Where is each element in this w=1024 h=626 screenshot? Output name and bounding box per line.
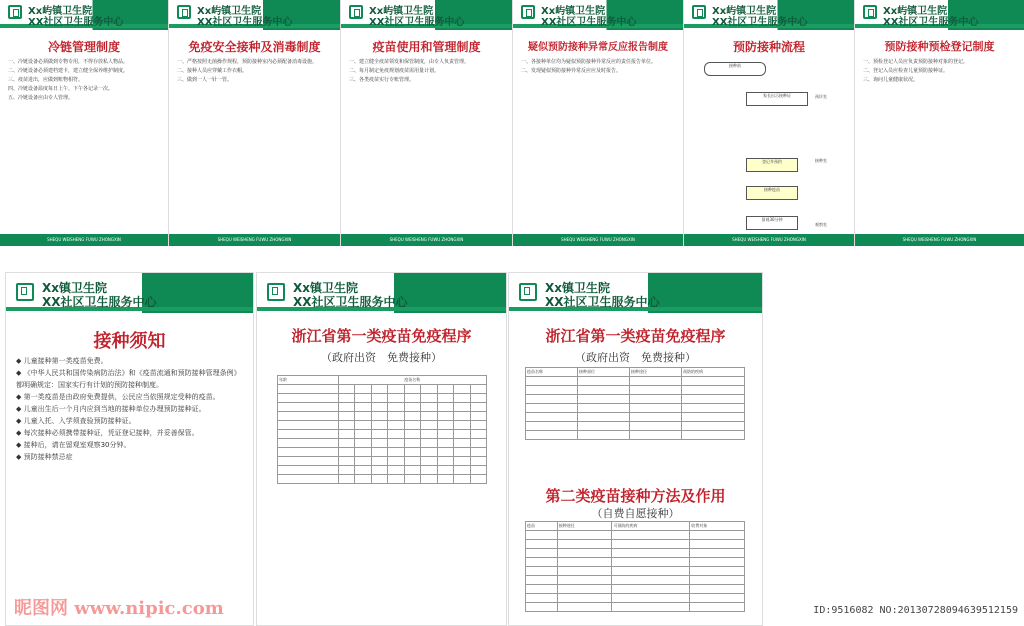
flow-step: 接种前: [704, 62, 766, 76]
board-subtitle: （政府出资 免费接种）: [321, 351, 442, 364]
board-subtitle: （政府出资 免费接种）: [575, 351, 696, 364]
clinic-logo-icon: [349, 5, 363, 19]
flow-step: 接种疫苗: [746, 186, 798, 200]
clinic-logo-icon: [521, 5, 535, 19]
image-id-label: ID:9516082 NO:20130728094639512159: [813, 605, 1018, 616]
section-title: 第二类疫苗接种方法及作用: [545, 487, 726, 505]
table-header: 疫苗名称: [338, 376, 487, 385]
board-cold-chain: [0, 0, 169, 246]
board-header: Xx屿镇卫生院 XX社区卫生服务中心: [0, 0, 168, 30]
board-vaccine-management: [341, 0, 513, 246]
board-footer: SHEQU WEISHENG FUWU ZHONGXIN: [513, 234, 683, 246]
board-precheck-registration: [855, 0, 1024, 246]
second-class-table: 疫苗 接种途径 可预防的疾病 收费对象: [525, 521, 745, 612]
board-body: 一、预检登记人员应负责预防接种对象的登记。 二、登记入员应检查儿童预防接种证。 三、询问儿童健康状况。: [863, 59, 969, 83]
board-footer: SHEQU WEISHENG FUWU ZHONGXIN: [341, 234, 512, 246]
board-footer: SHEQU WEISHENG FUWU ZHONGXIN: [684, 234, 854, 246]
board-title: 预防接种预检登记制度: [884, 40, 995, 53]
board-header: Xx镇卫生院 XX社区卫生服务中心: [257, 273, 506, 313]
board-title: 浙江省第一类疫苗免疫程序: [291, 327, 472, 345]
board-title: 浙江省第一类疫苗免疫程序: [545, 327, 726, 345]
board-vaccination-flow: [684, 0, 855, 246]
board-header: Xx镇卫生院 XX社区卫生服务中心: [509, 273, 762, 313]
flow-side-label: 接种室: [809, 158, 833, 166]
board-title: 疫苗使用和管理制度: [372, 40, 481, 54]
board-first-class-schedule: [256, 272, 507, 626]
board-second-class-methods: [508, 272, 763, 626]
board-title: 接种须知: [93, 331, 166, 352]
board-title: 疑似预防接种异常反应报告制度: [528, 42, 668, 53]
flow-side-label: 观察室: [809, 222, 833, 230]
board-header: Xx屿镇卫生院 XX社区卫生服务中心: [341, 0, 512, 30]
board-header: Xx屿镇卫生院 XX社区卫生服务中心: [513, 0, 683, 30]
section-subtitle: （自费自愿接种）: [591, 507, 680, 520]
board-adverse-reaction: [513, 0, 684, 246]
clinic-logo-icon: [863, 5, 877, 19]
board-header: Xx镇卫生院 XX社区卫生服务中心: [6, 273, 253, 313]
board-header: Xx屿镇卫生院 XX社区卫生服务中心: [855, 0, 1024, 30]
schedule-table: 疫苗名称 接种部位 接种途径 预防的疾病: [525, 367, 745, 440]
clinic-logo-icon: [177, 5, 191, 19]
board-footer: SHEQU WEISHENG FUWU ZHONGXIN: [0, 234, 168, 246]
flow-step: 留观30分钟: [746, 216, 798, 230]
board-title: 冷链管理制度: [47, 40, 120, 54]
board-body: 一、各接种单位均为疑似预防接种异常反应的责任报告单位。 二、发现疑似预防接种异常反应应及时报告。: [521, 59, 657, 74]
clinic-logo-icon: [8, 5, 22, 19]
clinic-logo-icon: [692, 5, 706, 19]
board-safety-disinfection: [169, 0, 341, 246]
board-vaccination-notice: [5, 272, 254, 626]
flow-step: 家长出示接种证: [746, 92, 808, 106]
board-body: 一、严格按照无菌操作规程，预防接种室内必须配备消毒设施。 二、接种人员应穿戴工作衣帽。 三、做到一人一针一管。: [177, 59, 318, 83]
clinic-logo-icon: [267, 283, 285, 301]
table-header: 年龄: [278, 376, 339, 385]
board-title: 预防接种流程: [732, 40, 805, 54]
board-title: 免疫安全接种及消毒制度: [188, 40, 321, 54]
site-watermark: 昵图网 www.nipic.com: [14, 598, 224, 619]
board-footer: SHEQU WEISHENG FUWU ZHONGXIN: [169, 234, 340, 246]
flow-side-label: 预诊室: [809, 94, 833, 102]
schedule-table: [277, 375, 487, 484]
clinic-logo-icon: [519, 283, 537, 301]
board-footer: SHEQU WEISHENG FUWU ZHONGXIN: [855, 234, 1024, 246]
board-body: ◆ 儿童接种第一类疫苗免费。 ◆ 《中华人民共和国传染病防治法》和《疫苗流通和预防接种管理条例》都明确规定：国家实行有计划的预防接种制度。 ◆ 第一类疫苗是由政府免费提供，公民应当依照规定受种的疫苗。 ◆ 儿童出生后一个月内应到当地的接种单位办理预防接种证。 ◆ 儿童入托、入学须查验预防接种证。 ◆ 每次接种必须携带接种证，凭证登记接种，并妥善保管。 ◆ 接种后，请在留观室观察30分钟。 ◆ 预防接种禁忌症: [16, 357, 241, 461]
flow-step: 登记并预约: [746, 158, 798, 172]
board-header: Xx屿镇卫生院 XX社区卫生服务中心: [169, 0, 340, 30]
board-body: 一、冷链设备必须做到专物专用，不得存放私人物品。 二、冷链设备必须建档建卡，建立健全保养维护制度。 三、疫苗进出，应做到账物相符。 四、冷链设备温度每日上午、下午各记录一次。 五、冷链设备应由专人管理。: [8, 59, 129, 101]
board-header: Xx屿镇卫生院 XX社区卫生服务中心: [684, 0, 854, 30]
board-body: 一、建立健全疫苗领发和保管制度，由专人负责管理。 二、每月制定免疫规划疫苗需用量计划。 三、各类疫苗实行专账管理。: [349, 59, 470, 83]
clinic-logo-icon: [16, 283, 34, 301]
